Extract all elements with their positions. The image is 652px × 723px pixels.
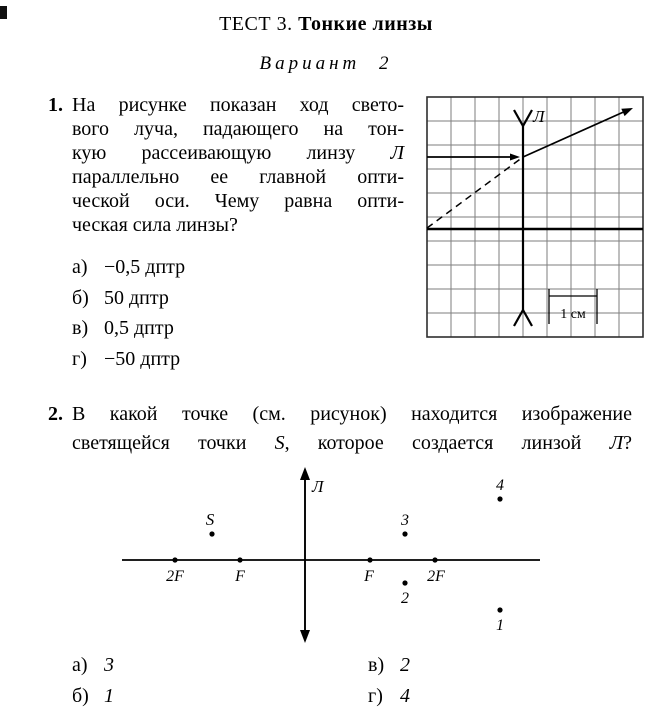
option-g [72, 344, 404, 375]
question-1-number: 1. [48, 94, 63, 116]
option-value: 3 [104, 654, 114, 676]
point-2-dot [402, 580, 407, 585]
options-column-left [72, 650, 368, 711]
point-1-label: 1 [496, 617, 504, 634]
axis-label-2f-left: 2F [166, 568, 184, 585]
diverging-lens [514, 110, 532, 326]
text-fragment: светящейся точки [72, 432, 275, 454]
question-2-text [48, 400, 632, 458]
option-letter: г) [72, 347, 87, 370]
option-letter: а) [72, 654, 88, 676]
question-1-left-column [48, 93, 404, 374]
question-1-line [72, 189, 404, 213]
dot-f-right [367, 557, 372, 562]
title-main: Тонкие линзы [298, 13, 433, 35]
option-value: 4 [400, 684, 410, 707]
text-fragment: ческая сила линзы? [72, 214, 238, 236]
figure-2 [0, 464, 652, 646]
point-1-dot [497, 607, 502, 612]
text-fragment: , которое создается линзой [284, 432, 610, 454]
axis-label-f-left: F [235, 568, 245, 585]
text-fragment: ческой оси. Чему равна опти- [72, 190, 404, 212]
option-g [368, 681, 410, 712]
scale-label: 1 см [560, 307, 586, 322]
dot-2f-left [172, 557, 177, 562]
lens-symbol: Л [390, 142, 404, 164]
question-1-line [72, 93, 404, 117]
option-b [72, 283, 404, 314]
option-value: 2 [400, 654, 410, 676]
source-point-label: S [205, 510, 215, 529]
option-letter: г) [368, 684, 383, 707]
point-2-label: 2 [401, 590, 409, 607]
scan-artifact [0, 6, 7, 19]
question-2-number: 2. [48, 403, 63, 425]
option-value: 50 дптр [104, 286, 169, 309]
option-value: −0,5 дптр [104, 256, 186, 278]
option-value: 0,5 дптр [104, 317, 174, 339]
lens-arrow-top [300, 467, 310, 480]
point-3-label: 3 [401, 512, 409, 529]
point-4-label: 4 [496, 477, 504, 494]
point-4-dot [497, 496, 502, 501]
options-column-right [368, 650, 410, 711]
question-1-line [72, 117, 404, 141]
dot-f-left [237, 557, 242, 562]
lens-arrow-bottom [300, 630, 310, 643]
option-value: 1 [104, 684, 114, 707]
option-letter: в) [72, 317, 89, 339]
text-fragment: На рисунке показан ход свето- [72, 94, 404, 116]
option-v [368, 650, 410, 681]
option-a [72, 252, 404, 283]
refracted-ray-arrowhead [621, 108, 633, 116]
question-1-options [48, 252, 404, 374]
question-1-line [72, 213, 404, 237]
question-2-line [72, 400, 632, 429]
converging-lens [300, 467, 310, 643]
text-fragment: ? [623, 432, 632, 454]
question-1 [48, 93, 645, 374]
option-value: −50 дптр [104, 347, 181, 370]
question-1-line [72, 141, 404, 165]
option-v [72, 313, 404, 344]
option-letter: б) [72, 684, 89, 707]
figure-1 [425, 95, 645, 339]
question-1-line [72, 165, 404, 189]
question-1-text [48, 93, 404, 237]
point-3-dot [402, 531, 407, 536]
option-letter: а) [72, 256, 88, 278]
question-2-line [72, 429, 632, 458]
page-title [0, 0, 652, 36]
text-fragment: кую рассеивающую линзу [72, 142, 391, 164]
option-b [72, 681, 368, 712]
figure-2-lens-label: Л [312, 477, 324, 496]
source-symbol: S [274, 432, 285, 454]
source-point-dot [209, 531, 214, 536]
text-fragment: параллельно ее главной опти- [72, 166, 404, 188]
title-prefix: ТЕСТ 3. [219, 13, 293, 35]
axis-label-2f-right: 2F [427, 568, 445, 585]
figure-1-lens-label: Л [533, 107, 545, 126]
question-2-options [72, 650, 652, 711]
option-letter: б) [72, 286, 89, 309]
lens-symbol: Л [609, 432, 624, 454]
dot-2f-right [432, 557, 437, 562]
axis-label-f-right: F [364, 568, 374, 585]
variant-label: Вариант 2 [259, 53, 393, 74]
text-fragment: В какой точке (см. рисунок) находится изображение [72, 403, 632, 425]
grid-lines [427, 97, 643, 337]
option-a [72, 650, 368, 681]
option-letter: в) [368, 654, 385, 676]
text-fragment: вого луча, падающего на тон- [72, 118, 404, 140]
